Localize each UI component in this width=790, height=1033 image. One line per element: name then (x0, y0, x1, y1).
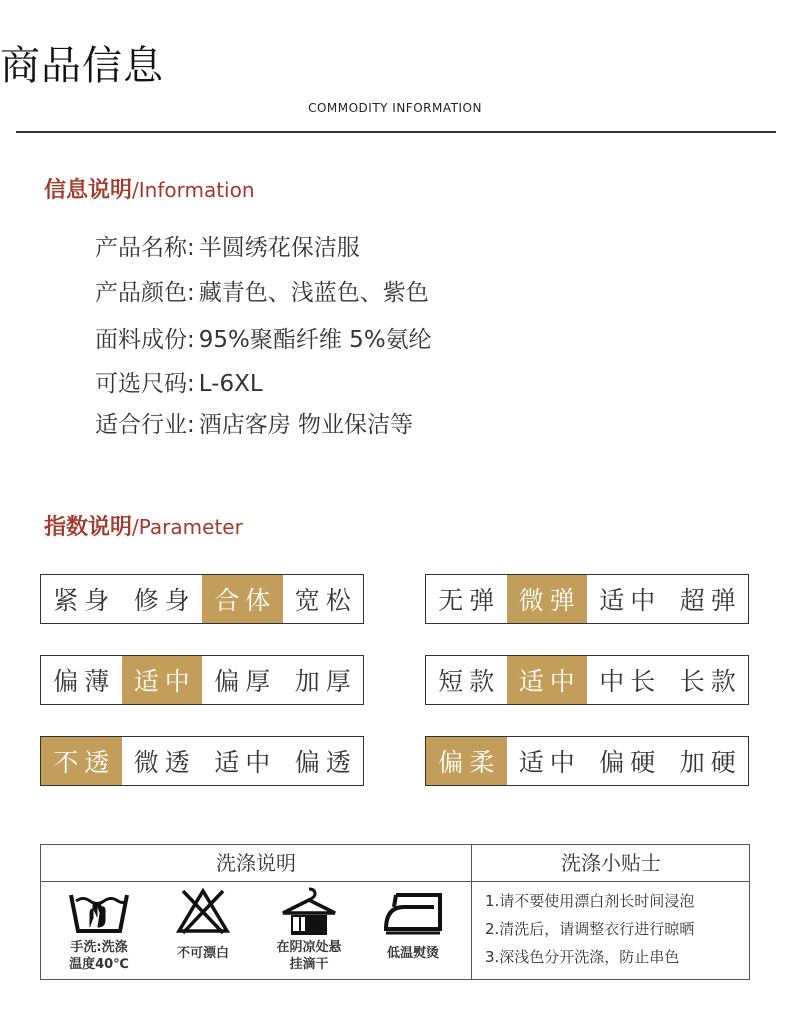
hang-dry-item (259, 887, 359, 973)
scale-option-selected: 不透 (41, 737, 122, 785)
scale-option: 适中 (599, 586, 662, 615)
scale-option: 超弹 (679, 586, 742, 615)
thickness-scale (40, 655, 364, 705)
scale-option: 修身 (133, 586, 196, 615)
page-subtitle: COMMODITY INFORMATION (308, 101, 482, 115)
info-key: 适合行业: (95, 412, 195, 438)
info-title-cn: 信息说明 (44, 178, 133, 203)
hand-wash-icon (68, 887, 130, 937)
scale-option-selected: 微弹 (507, 575, 588, 623)
scale-option: 长款 (679, 667, 742, 696)
table-divider-vertical (471, 845, 472, 979)
softness-scale (425, 736, 749, 786)
scale-option: 短款 (438, 667, 501, 696)
info-title-en: /Information (132, 178, 255, 202)
info-key: 可选尺码: (95, 371, 195, 397)
wash-table (40, 844, 750, 980)
info-section-title (44, 175, 255, 206)
low-iron-item (363, 887, 463, 962)
scale-option: 偏透 (294, 748, 357, 777)
icon-label: 温度40℃ (69, 957, 129, 972)
length-scale (425, 655, 749, 705)
header-divider (16, 131, 776, 133)
no-bleach-icon (175, 887, 231, 937)
scale-option: 宽松 (294, 586, 357, 615)
scale-option: 偏薄 (53, 667, 116, 696)
param-title-en: /Parameter (132, 515, 243, 539)
transparency-scale (40, 736, 364, 786)
tip-item: 2.清洗后，请调整衣行进行晾晒 (485, 920, 695, 938)
scale-option: 适中 (214, 748, 277, 777)
info-value: 95%聚酯纤维 5%氨纶 (198, 327, 432, 353)
info-row (95, 324, 432, 356)
scale-option: 紧身 (53, 586, 116, 615)
icon-label: 不可漂白 (176, 946, 229, 961)
tip-item: 1.请不要使用漂白剂长时间浸泡 (485, 892, 695, 910)
info-value: 酒店客房 物业保洁等 (198, 412, 414, 438)
scale-option-selected: 合体 (202, 575, 283, 623)
param-title-cn: 指数说明 (44, 515, 133, 540)
wash-instructions-header: 洗涤说明 (216, 851, 296, 875)
low-iron-icon (382, 887, 444, 937)
scale-option: 偏厚 (214, 667, 277, 696)
hang-dry-shade-icon (279, 887, 339, 937)
table-divider-horizontal (41, 881, 749, 882)
info-key: 产品名称: (95, 235, 195, 261)
scale-option: 无弹 (438, 586, 501, 615)
scale-option: 适中 (518, 748, 581, 777)
info-key: 产品颜色: (95, 280, 195, 306)
tip-item: 3.深浅色分开洗涤，防止串色 (485, 948, 680, 966)
fit-scale (40, 574, 364, 624)
scale-option-selected: 适中 (507, 656, 588, 704)
info-row (95, 409, 413, 441)
info-value: L-6XL (198, 371, 263, 397)
elasticity-scale (425, 574, 749, 624)
page-title: 商品信息 (0, 43, 164, 89)
hand-wash-item (49, 887, 149, 973)
param-section-title (44, 512, 243, 543)
info-value: 半圆绣花保洁服 (198, 235, 360, 261)
info-row (95, 368, 263, 400)
icon-label: 手洗:洗涤 (70, 940, 128, 955)
scale-option-selected: 适中 (122, 656, 203, 704)
no-bleach-item (153, 887, 253, 962)
wash-tips-header: 洗涤小贴士 (561, 851, 661, 875)
icon-label: 低温熨烫 (386, 946, 439, 961)
info-row (95, 277, 429, 309)
icon-label: 在阴凉处悬 (276, 940, 342, 955)
info-value: 藏青色、浅蓝色、紫色 (198, 280, 429, 306)
scale-option: 加硬 (679, 748, 742, 777)
scale-option: 微透 (133, 748, 196, 777)
scale-option-selected: 偏柔 (426, 737, 507, 785)
scale-option: 中长 (599, 667, 662, 696)
scale-option: 加厚 (294, 667, 357, 696)
info-row (95, 232, 360, 264)
icon-label: 挂滴干 (289, 957, 329, 972)
scale-option: 偏硬 (599, 748, 662, 777)
info-key: 面料成份: (95, 327, 195, 353)
